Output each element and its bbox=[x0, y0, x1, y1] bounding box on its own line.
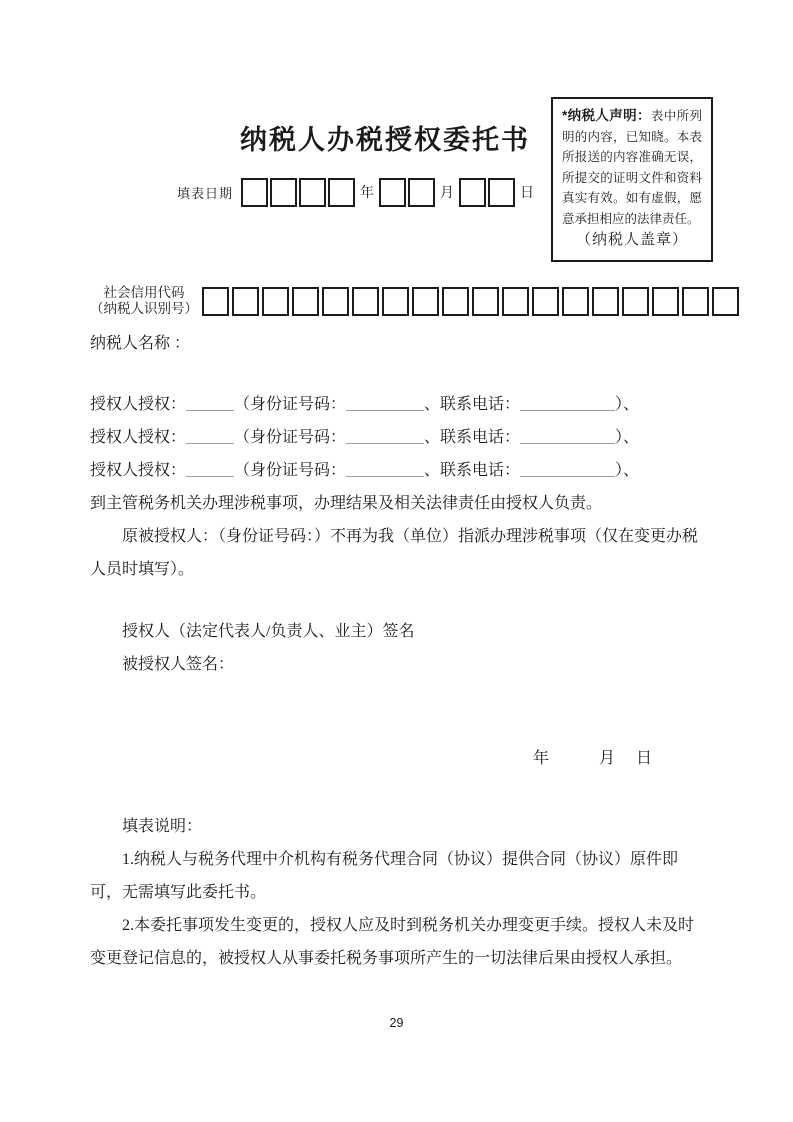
fill-box bbox=[202, 287, 229, 316]
auth-line-text: （身份证号码： bbox=[234, 462, 347, 479]
month-label: 月 bbox=[599, 750, 616, 767]
fill-box bbox=[241, 178, 268, 207]
instruction-item-2: 2.本委托事项发生变更的，授权人应及时到税务机关办理变更手续。授权人未及时变更登记信息的，被授权人从事委托税务事项所产生的一切法律后果由授权人承担。 bbox=[90, 917, 695, 967]
fill-in-line bbox=[186, 396, 234, 411]
fill-box bbox=[262, 287, 289, 316]
fill-box bbox=[328, 178, 355, 207]
credit-code-label-line2: （纳税人识别号） bbox=[90, 301, 198, 316]
fill-box bbox=[299, 178, 326, 207]
fill-in-line bbox=[186, 429, 234, 444]
fill-box bbox=[379, 178, 406, 207]
fill-box bbox=[712, 287, 739, 316]
date-year-boxes bbox=[241, 178, 355, 207]
auth-line bbox=[90, 421, 706, 454]
auth-line-text: 、联系电话： bbox=[424, 429, 521, 446]
instructions-heading: 填表说明： bbox=[122, 818, 203, 835]
credit-code-label-line1: 社会信用代码 bbox=[103, 285, 185, 300]
auth-line-text: ）、 bbox=[615, 429, 640, 446]
fill-box bbox=[459, 178, 486, 207]
fill-box bbox=[292, 287, 319, 316]
fill-box bbox=[488, 178, 515, 207]
auth-line-text: ）、 bbox=[615, 396, 640, 413]
auth-line bbox=[90, 454, 706, 487]
credit-code-label bbox=[88, 285, 200, 317]
fill-box bbox=[532, 287, 559, 316]
signature-block bbox=[90, 615, 706, 681]
day-label: 日 bbox=[636, 750, 653, 767]
declaration-body: 表中所列明的内容，已知晓。本表所报送的内容准确无误，所提交的证明文件和资料真实有效。如有虚假，愿意承担相应的法律责任。 bbox=[562, 109, 702, 226]
fill-box bbox=[592, 287, 619, 316]
fill-in-line bbox=[346, 429, 424, 444]
fill-in-line bbox=[520, 462, 615, 477]
fill-date-label: 填表日期 bbox=[177, 185, 234, 201]
auth-line bbox=[90, 388, 706, 421]
fill-box bbox=[322, 287, 349, 316]
taxpayer-declaration-box bbox=[551, 97, 713, 262]
fill-box bbox=[622, 287, 649, 316]
fill-in-line bbox=[346, 396, 424, 411]
taxpayer-name-label: 纳税人名称 ： bbox=[90, 335, 191, 352]
responsibility-line: 到主管税务机关办理涉税事项，办理结果及相关法律责任由授权人负责。 bbox=[90, 495, 603, 512]
document-title: 纳税人办税授权委托书 bbox=[240, 125, 530, 155]
fill-box bbox=[352, 287, 379, 316]
authorizer-signature-label: 授权人（法定代表人/负责人、业主）签名 bbox=[122, 623, 415, 640]
auth-line-text: 授权人授权： bbox=[90, 429, 187, 446]
fill-in-line bbox=[520, 396, 615, 411]
auth-line-text: ）、 bbox=[615, 462, 640, 479]
auth-line-text: 授权人授权： bbox=[90, 396, 187, 413]
year-label: 年 bbox=[360, 186, 375, 201]
fill-box bbox=[408, 178, 435, 207]
auth-line-text: （身份证号码： bbox=[234, 396, 347, 413]
fill-box bbox=[232, 287, 259, 316]
fill-box bbox=[270, 178, 297, 207]
credit-code-boxes bbox=[202, 287, 739, 316]
declaration-bold-label: *纳税人声明： bbox=[562, 108, 651, 123]
day-label: 日 bbox=[520, 186, 535, 201]
fill-box bbox=[412, 287, 439, 316]
fill-date-row bbox=[177, 176, 539, 208]
fill-box bbox=[442, 287, 469, 316]
taxpayer-seal-line: （纳税人盖章） bbox=[575, 232, 688, 248]
fill-box bbox=[652, 287, 679, 316]
auth-line-text: 授权人授权： bbox=[90, 462, 187, 479]
fill-box bbox=[382, 287, 409, 316]
page-number: 29 bbox=[389, 1016, 404, 1030]
fill-in-line bbox=[520, 429, 615, 444]
body-block bbox=[90, 388, 706, 586]
fill-box bbox=[562, 287, 589, 316]
fill-in-line bbox=[346, 462, 424, 477]
auth-line-text: 、联系电话： bbox=[424, 462, 521, 479]
date-day-boxes bbox=[459, 178, 515, 207]
signature-date-line bbox=[533, 745, 652, 768]
authorized-signature-label: 被授权人签名： bbox=[122, 656, 235, 673]
fill-in-line bbox=[186, 462, 234, 477]
month-label: 月 bbox=[440, 186, 455, 201]
instruction-item-1: 1.纳税人与税务代理中介机构有税务代理合同（协议）提供合同（协议）原件即可，无需填写此委托书。 bbox=[90, 851, 679, 901]
credit-code-row bbox=[88, 285, 739, 317]
instructions-section bbox=[90, 810, 706, 975]
auth-line-text: 、联系电话： bbox=[424, 396, 521, 413]
fill-box bbox=[502, 287, 529, 316]
auth-line-text: （身份证号码： bbox=[234, 429, 347, 446]
fill-box bbox=[472, 287, 499, 316]
fill-box bbox=[682, 287, 709, 316]
year-label: 年 bbox=[533, 750, 550, 767]
date-month-boxes bbox=[379, 178, 435, 207]
revoke-paragraph: 原被授权人：（身份证号码：）不再为我（单位）指派办理涉税事项（仅在变更办税人员时填写）。 bbox=[90, 528, 699, 578]
auth-lines bbox=[90, 388, 706, 487]
